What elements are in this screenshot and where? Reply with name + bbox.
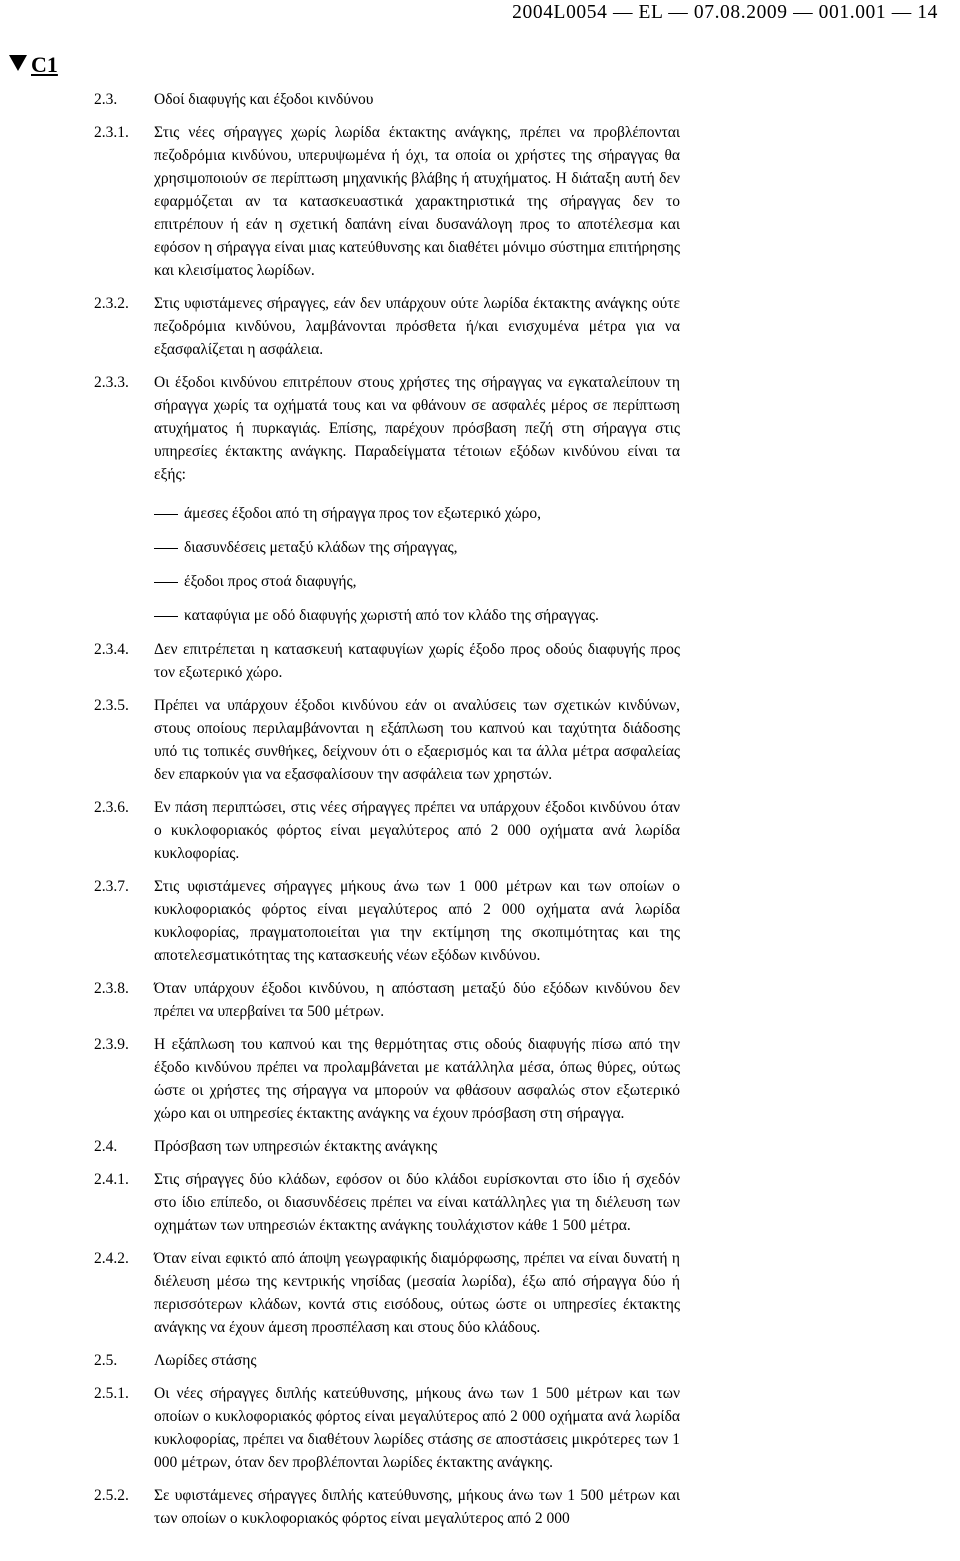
paragraph xyxy=(94,1382,680,1474)
amendment-label: C1 xyxy=(31,52,58,77)
list-item-text: έξοδοι προς στοά διαφυγής, xyxy=(184,573,357,590)
list-item xyxy=(154,502,680,525)
paragraph-text: Εν πάση περιπτώσει, στις νέες σήραγγες πρέπει να υπάρχουν έξοδοι κινδύνου όταν ο κυκλοφοριακός φόρτος είναι μεγαλύτερος από 2 000 οχήματα ανά λωρίδα κυκλοφορίας. xyxy=(154,799,680,862)
paragraph xyxy=(94,1247,680,1339)
section-title: Οδοί διαφυγής και έξοδοι κινδύνου xyxy=(154,91,374,108)
em-dash-bullet xyxy=(154,502,184,525)
em-dash-bullet xyxy=(154,536,184,559)
paragraph xyxy=(94,875,680,967)
paragraph-number: 2.3.7. xyxy=(94,878,129,895)
em-dash-bullet xyxy=(154,604,184,627)
paragraph-number: 2.3.1. xyxy=(94,124,129,141)
paragraph xyxy=(94,796,680,865)
paragraph-text: Στις υφιστάμενες σήραγγες, εάν δεν υπάρχουν ούτε λωρίδα έκτακτης ανάγκης ούτε πεζοδρόμια κινδύνου, λαμβάνονται πρόσθετα ή/και ενισχυμένα μέτρα για να εξασφαλίζεται η ασφάλεια. xyxy=(154,295,680,358)
paragraph xyxy=(94,1033,680,1125)
list-item xyxy=(154,536,680,559)
triangle-down-icon xyxy=(9,55,27,71)
paragraph xyxy=(94,977,680,1023)
paragraph-number: 2.5.2. xyxy=(94,1487,129,1504)
list-item xyxy=(154,604,680,627)
list-item-text: καταφύγια με οδό διαφυγής χωριστή από τον κλάδο της σήραγγας. xyxy=(184,607,599,624)
paragraph-text: Οι έξοδοι κινδύνου επιτρέπουν στους χρήστες της σήραγγας να εγκαταλείπουν τη σήραγγα χωρίς τα οχήματά τους και να φθάνουν σε ασφαλές μέρος σε περίπτωση ατυχήματος ή πυρκαγιάς. Επίσης, παρέχουν πρόσβαση πεζή στη σήραγγα στις υπηρεσίες έκτακτης ανάγκης. Παραδείγματα τέτοιων εξόδων κινδύνου είναι τα εξής: xyxy=(154,374,680,483)
paragraph-number: 2.3.2. xyxy=(94,295,129,312)
section-heading xyxy=(94,1135,680,1158)
paragraph-text: Η εξάπλωση του καπνού και της θερμότητας στις οδούς διαφυγής πίσω από την έξοδο κινδύνου πρέπει να προλαμβάνεται με κατάλληλα μέσα, όπως θύρες, ούτως ώστε οι χρήστες της σήραγγα να μπορούν να φθάσουν ασφαλώς στον εξωτερικό χώρο και οι υπηρεσίες έκτακτης ανάγκης να έχουν πρόσβαση στη σήραγγα. xyxy=(154,1036,680,1122)
paragraph-number: 2.3.6. xyxy=(94,799,129,816)
paragraph-number: 2.3.3. xyxy=(94,374,129,391)
paragraph-text: Στις νέες σήραγγες χωρίς λωρίδα έκτακτης ανάγκης, πρέπει να προβλέπονται πεζοδρόμια κινδύνου, υπερυψωμένα ή όχι, τα οποία οι χρήστες της σήραγγας θα χρησιμοποιούν σε περίπτωση μηχανικής βλάβης ή ατυχήματος. Η διάταξη αυτή δεν εφαρμόζεται αν τα κατασκευαστικά χαρακτηριστικά της σήραγγας δεν το επιτρέπουν ή εάν η σχετική δαπάνη είναι δυσανάλογη προς το αποτέλεσμα και εφόσον η σήραγγα είναι μιας κατεύθυνσης και διαθέτει μόνιμο σύστημα επιτήρησης και κλεισίματος λωρίδων. xyxy=(154,124,680,279)
section-title: Λωρίδες στάσης xyxy=(154,1352,257,1369)
amendment-marker xyxy=(9,52,58,78)
section-number: 2.3. xyxy=(94,91,118,108)
paragraph-number: 2.4.2. xyxy=(94,1250,129,1267)
paragraph-text: Πρέπει να υπάρχουν έξοδοι κινδύνου εάν οι αναλύσεις των σχετικών κινδύνων, στους οποίους περιλαμβάνονται η εξάπλωση του καπνού και ταχύτητα διάδοσης υπό τις τοπικές συνθήκες, δείχνουν ότι ο εξαερισμός και τα άλλα μέτρα ασφαλείας δεν επαρκούν για να εξασφαλίσουν την ασφάλεια των χρηστών. xyxy=(154,697,680,783)
paragraph xyxy=(94,371,680,486)
list-item-text: διασυνδέσεις μεταξύ κλάδων της σήραγγας, xyxy=(184,539,458,556)
paragraph-number: 2.5.1. xyxy=(94,1385,129,1402)
section-number: 2.5. xyxy=(94,1352,118,1369)
document-body xyxy=(94,88,680,1540)
paragraph xyxy=(94,638,680,684)
paragraph-text: Στις σήραγγες δύο κλάδων, εφόσον οι δύο κλάδοι ευρίσκονται στο ίδιο ή σχεδόν στο ίδιο επίπεδο, οι διασυνδέσεις πρέπει να είναι κατάλληλες για τη διέλευση των οχημάτων των υπηρεσιών έκτακτης ανάγκης τουλάχιστον κάθε 1 500 μέτρα. xyxy=(154,1171,680,1234)
document-reference-header: 2004L0054 — EL — 07.08.2009 — 001.001 — 14 xyxy=(512,2,938,23)
section-heading xyxy=(94,1349,680,1372)
paragraph xyxy=(94,694,680,786)
paragraph-text: Δεν επιτρέπεται η κατασκευή καταφυγίων χωρίς έξοδο προς οδούς διαφυγής προς τον εξωτερικό χώρο. xyxy=(154,641,680,681)
paragraph-text: Όταν είναι εφικτό από άποψη γεωγραφικής διαμόρφωσης, πρέπει να είναι δυνατή η διέλευση μέσω της κεντρικής νησίδας (μεσαία λωρίδα), έξω από σήραγγα δύο ή περισσότερων κλάδων, κοντά στις εισόδους, ούτως ώστε οι υπηρεσίες έκτακτης ανάγκης να έχουν άμεση προσπέλαση και στους δύο κλάδους. xyxy=(154,1250,680,1336)
paragraph-text: Στις υφιστάμενες σήραγγες μήκους άνω των 1 000 μέτρων και των οποίων ο κυκλοφοριακός φόρτος είναι μεγαλύτερος από 2 000 οχήματα ανά λωρίδα κυκλοφορίας, πραγματοποιείται για την εκτίμηση της σκοπιμότητας και της αποτελεσματικότητας της κατασκευής νέων εξόδων κινδύνου. xyxy=(154,878,680,964)
paragraph xyxy=(94,1168,680,1237)
list-item-text: άμεσες έξοδοι από τη σήραγγα προς τον εξωτερικό χώρο, xyxy=(184,505,541,522)
paragraph xyxy=(94,121,680,282)
section-heading xyxy=(94,88,680,111)
section-number: 2.4. xyxy=(94,1138,118,1155)
paragraph-text: Οι νέες σήραγγες διπλής κατεύθυνσης, μήκους άνω των 1 500 μέτρων και των οποίων ο κυκλοφοριακός φόρτος είναι μεγαλύτερος από 2 000 οχήματα ανά λωρίδα κυκλοφορίας, πρέπει να διαθέτουν λωρίδες στάσης σε αποστάσεις μικρότερες των 1 000 μέτρων, όταν δεν προβλέπονται λωρίδες έκτακτης ανάγκης. xyxy=(154,1385,680,1471)
paragraph-text: Όταν υπάρχουν έξοδοι κινδύνου, η απόσταση μεταξύ δύο εξόδων κινδύνου δεν πρέπει να υπερβαίνει τα 500 μέτρων. xyxy=(154,980,680,1020)
exit-examples-list xyxy=(154,502,680,627)
paragraph xyxy=(94,292,680,361)
paragraph-number: 2.4.1. xyxy=(94,1171,129,1188)
paragraph-text: Σε υφιστάμενες σήραγγες διπλής κατεύθυνσης, μήκους άνω των 1 500 μέτρων και των οποίων ο κυκλοφοριακός φόρτος είναι μεγαλύτερος από 2 000 xyxy=(154,1487,680,1527)
paragraph-number: 2.3.4. xyxy=(94,641,129,658)
paragraph-number: 2.3.5. xyxy=(94,697,129,714)
paragraph-number: 2.3.9. xyxy=(94,1036,129,1053)
paragraph xyxy=(94,1484,680,1530)
em-dash-bullet xyxy=(154,570,184,593)
list-item xyxy=(154,570,680,593)
section-title: Πρόσβαση των υπηρεσιών έκτακτης ανάγκης xyxy=(154,1138,438,1155)
paragraph-number: 2.3.8. xyxy=(94,980,129,997)
